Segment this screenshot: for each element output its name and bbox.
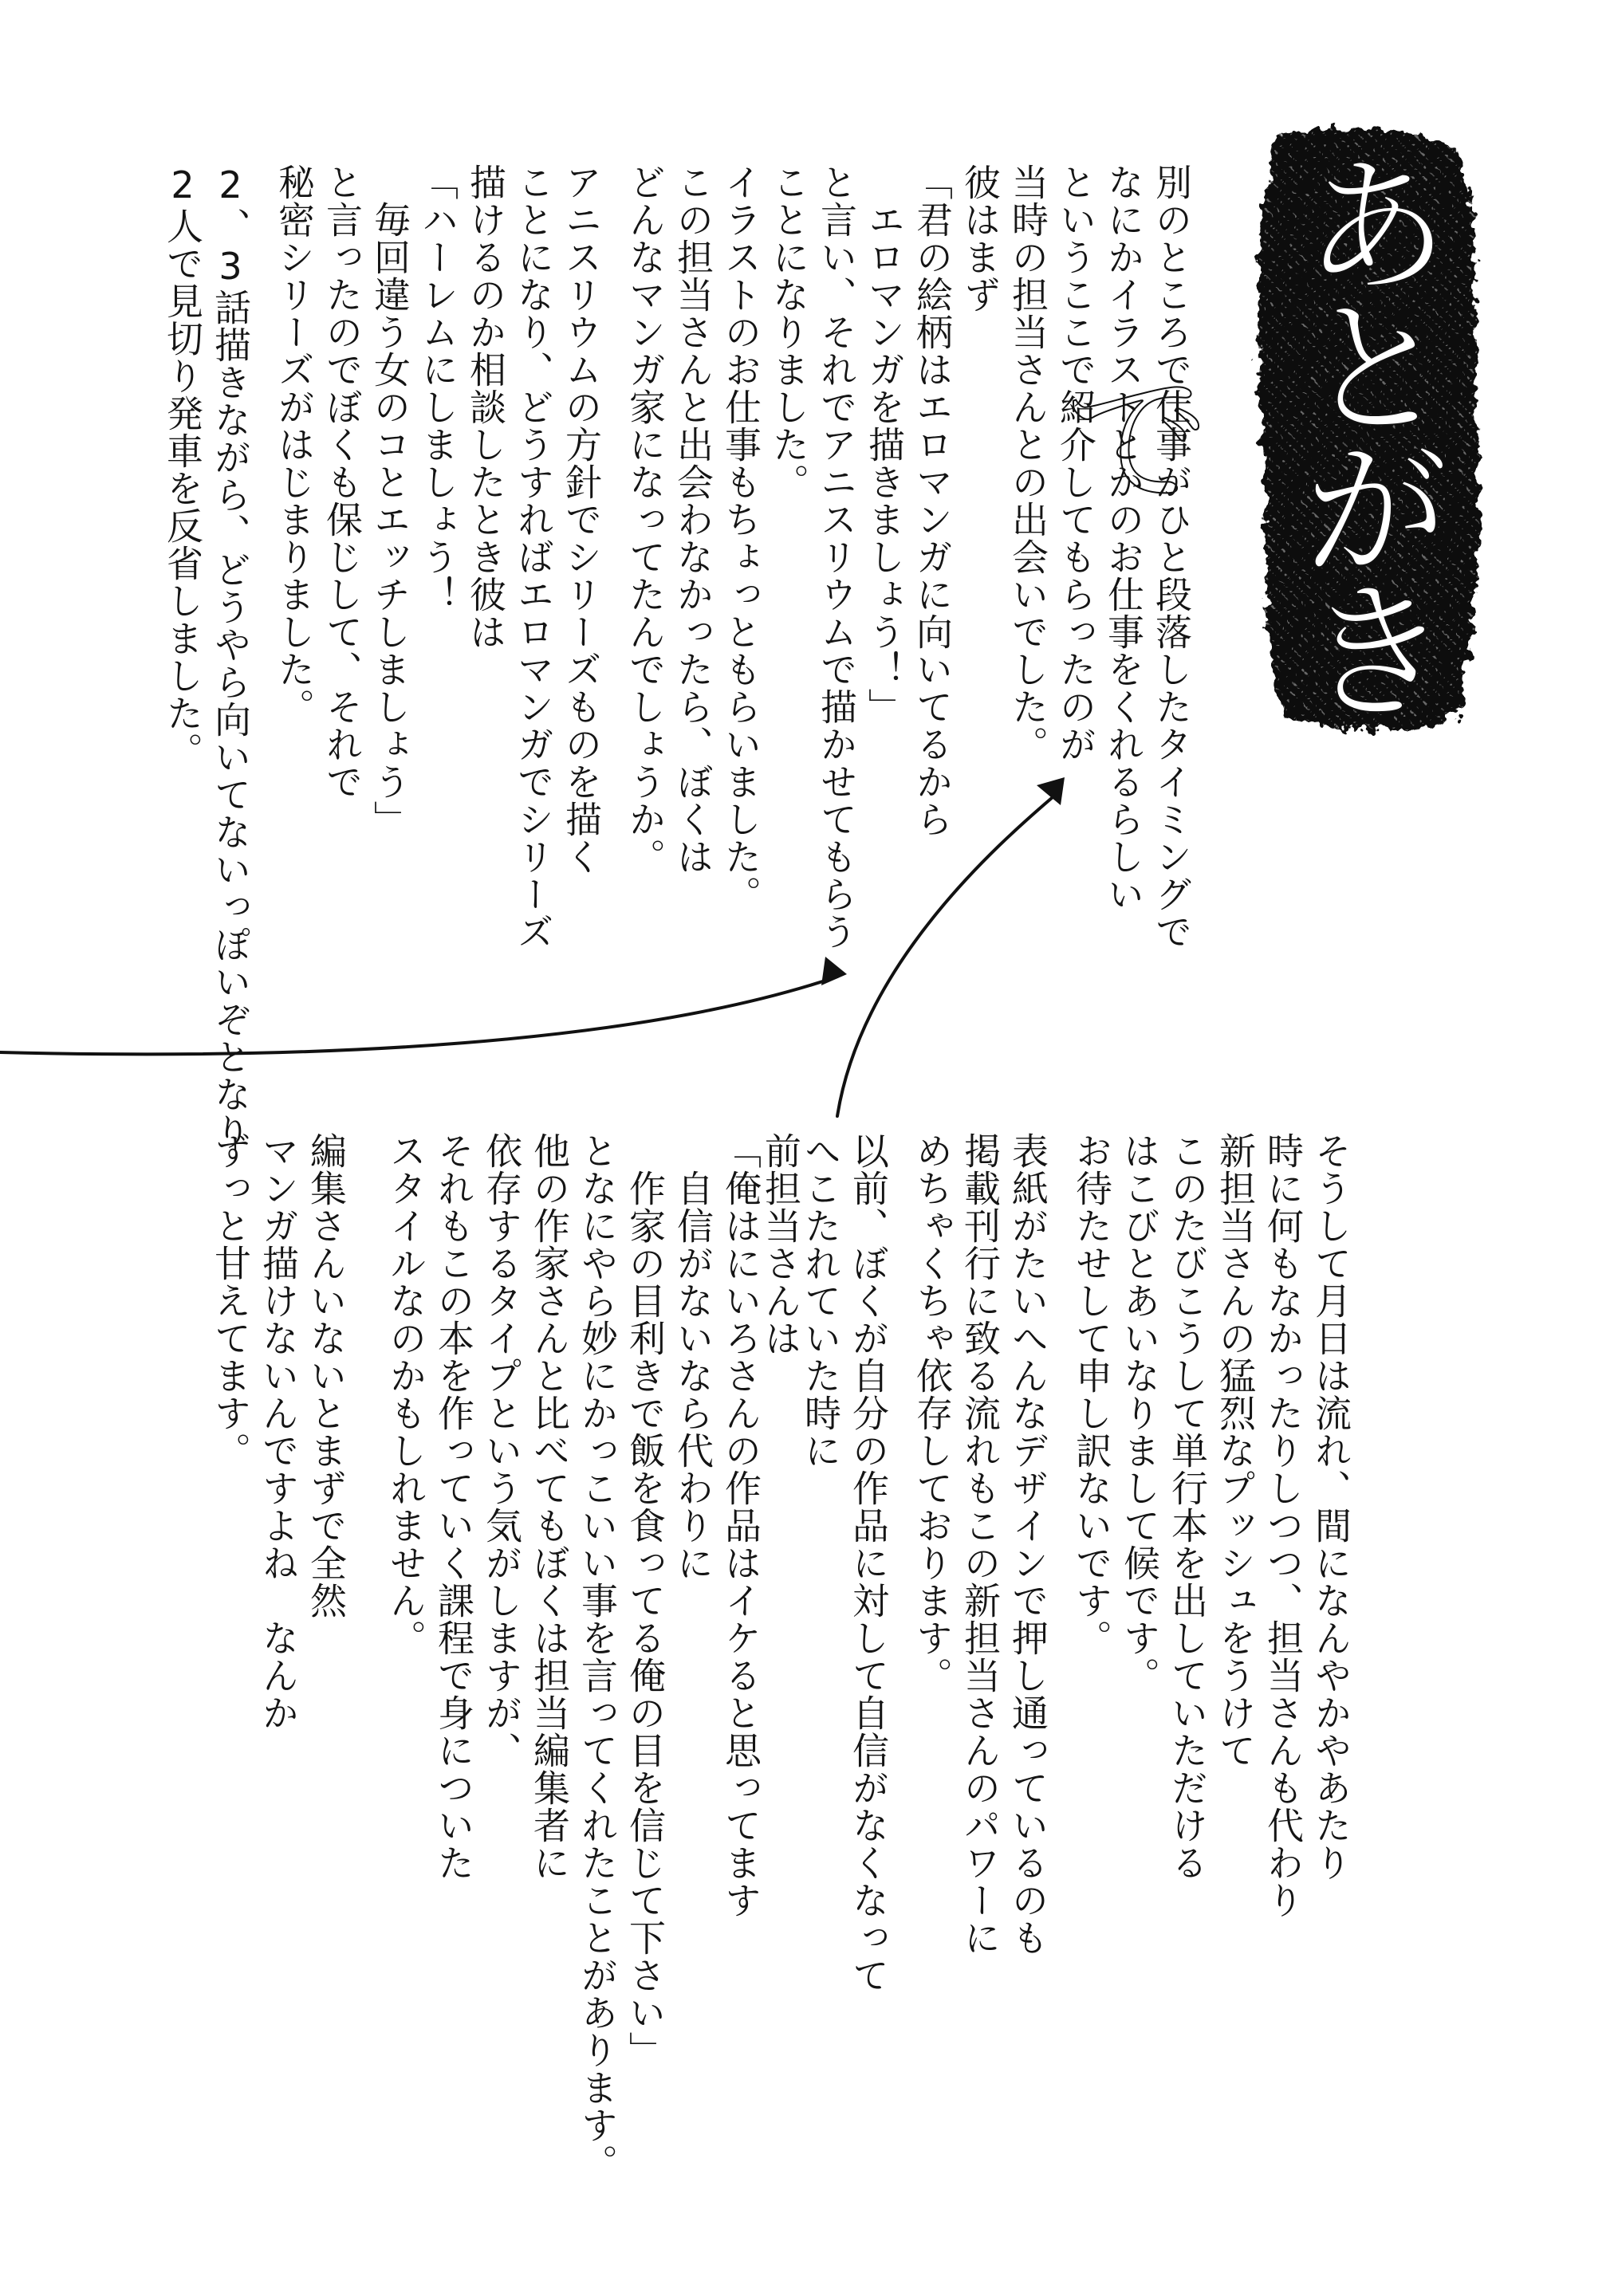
upper-text-line: 当時の担当さんとの出会いでした。 <box>1006 163 1049 763</box>
lower-text-line: めちゃくちゃ依存しております。 <box>911 1132 954 1694</box>
upper-text-line: どんなマンガ家になってたんでしょうか。 <box>624 163 667 875</box>
upper-text-line: アニスリウムの方針でシリーズものを描く <box>560 163 603 875</box>
lower-text-line: 自信がないなら代わりに <box>671 1132 715 1582</box>
upper-text-line: ことになり、どうすればエロマンガでシリーズ <box>512 163 555 950</box>
upper-text-line: 2、3話描きながら、どうやら向いてないっぽいぞとなり <box>209 163 252 1150</box>
lower-text-line: 「俺はにいろさんの作品はイケると思ってます <box>719 1132 762 1919</box>
upper-text-line: と言い、それでアニスリウムで描かせてもらう <box>815 163 858 950</box>
lower-text-line: このたびこうして単行本を出していただける <box>1166 1132 1209 1881</box>
lower-text-line: マンガ描けないんですよね なんか <box>257 1132 300 1732</box>
lower-text-line: そうして月日は流れ、間になんやかやあたり <box>1309 1132 1352 1881</box>
lower-text-line: 依存するタイプという気がしますが、 <box>480 1132 523 1769</box>
lower-text-line: へこたれていた時に <box>799 1132 842 1469</box>
upper-text-line: 彼はまず <box>959 163 1002 313</box>
short-curved-arrow <box>837 797 1053 1116</box>
lower-text-line: 掲載刊行に致る流れもこの新担当さんのパワーに <box>959 1132 1002 1956</box>
lower-text-line: 他の作家さんと比べてもぼくは担当編集者に <box>528 1132 571 1881</box>
lower-text-line: となにやら妙にかっこいい事を言ってくれたことがあります。 <box>576 1132 619 2181</box>
long-curved-arrow <box>0 977 837 1054</box>
upper-text-line: 毎回違う女のコとエッチしましょう」 <box>368 163 411 838</box>
upper-text-line: この担当さんと出会わなかったら、ぼくは <box>671 163 715 875</box>
long-arrow-head-icon <box>821 957 847 985</box>
lower-text-line: はこびとあいなりまして候です。 <box>1118 1132 1161 1694</box>
upper-text-line: 秘密シリーズがはじまりました。 <box>273 163 316 725</box>
upper-text-line: 2人で見切り発車を反省しました。 <box>161 163 204 769</box>
lower-text-line: ずっと甘えてます。 <box>209 1132 252 1469</box>
lower-text-line: スタイルなのかもしれません。 <box>384 1132 427 1657</box>
lower-text-line: 時に何もなかったりしつつ、担当さんも代わり <box>1262 1132 1305 1919</box>
lower-text-line: 表紙がたいへんなデザインで押し通っているのも <box>1006 1132 1049 1956</box>
upper-text-line: と言ったのでぼくも保じして、それで <box>321 163 364 800</box>
upper-text-line: 描けるのか相談したとき彼は <box>464 163 507 651</box>
upper-text-line: 「ハーレムにしましょう！ <box>416 163 459 613</box>
lower-text-line: 以前、ぼくが自分の作品に対して自信がなくなって <box>847 1132 890 1994</box>
upper-text-line: 「君の絵柄はエロマンガに向いてるから <box>911 163 954 838</box>
page-title: あとがきで <box>1037 147 1452 714</box>
lower-text-line: 新担当さんの猛烈なプッシュをうけて <box>1214 1132 1257 1769</box>
upper-text-line: 別のところで仕事がひと段落したタイミングで <box>1150 163 1193 950</box>
lower-text-line: 作家の目利きで飯を食ってる俺の目を信じて下さい」 <box>624 1132 667 2069</box>
upper-text-line: ことになりました。 <box>767 163 810 501</box>
upper-text-line: というここで紹介してもらったのが <box>1054 163 1097 763</box>
upper-text-line: イラストのお仕事もちょっともらいました。 <box>719 163 762 913</box>
upper-text-line: なにかイラストとかのお仕事をくれるらしい <box>1102 163 1145 913</box>
lower-text-line: 編集さんいないとまずで全然 <box>305 1132 348 1619</box>
upper-text-line: エロマンガを描きましょう！」 <box>863 163 906 725</box>
lower-text-line: お待たせして申し訳ないです。 <box>1070 1132 1113 1657</box>
lower-text-line: 前担当さんは <box>759 1132 802 1357</box>
lower-text-line: それもこの本を作っていく課程で身についた <box>432 1132 475 1881</box>
